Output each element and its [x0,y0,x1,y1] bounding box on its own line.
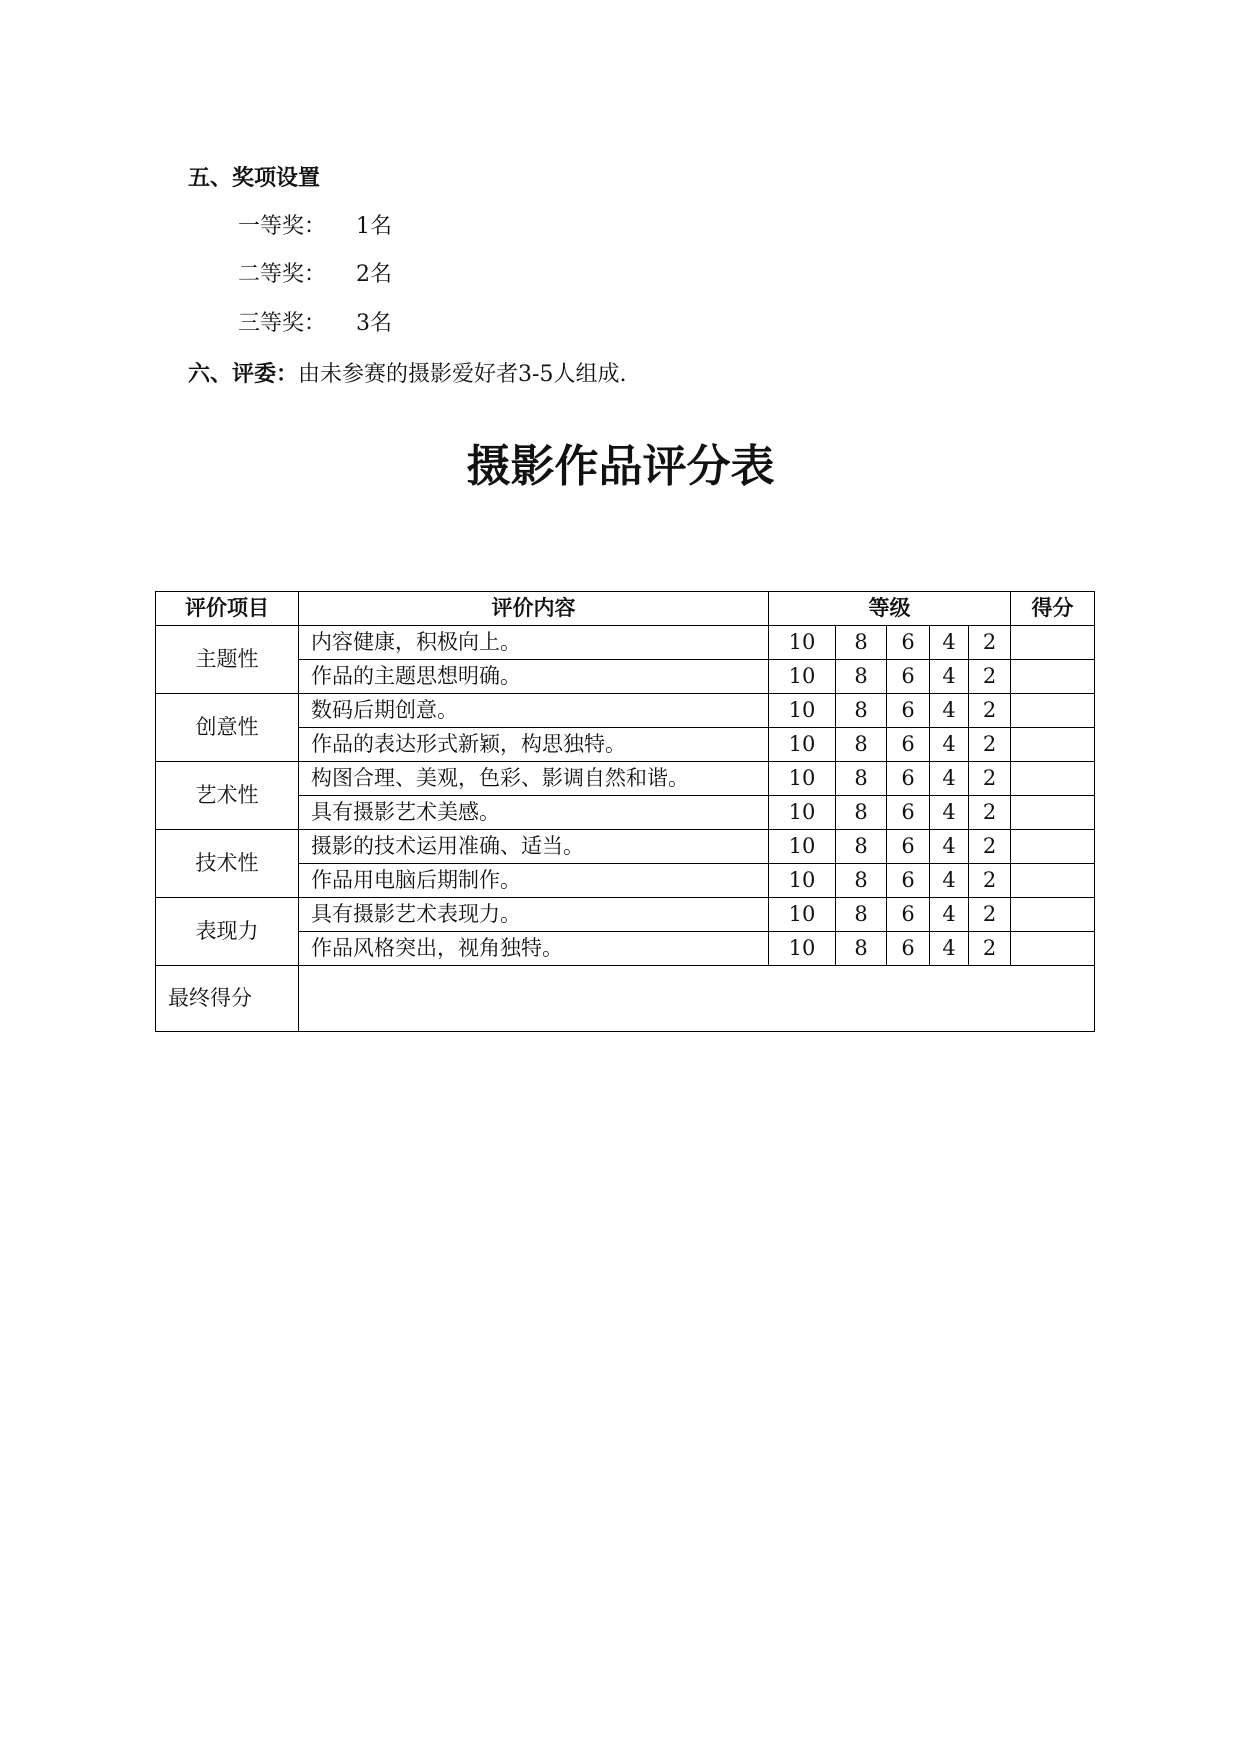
grade-cell: 6 [887,796,930,830]
grade-cell: 4 [930,762,969,796]
grade-cell: 10 [769,660,836,694]
table-row [156,626,1095,660]
header-content: 评价内容 [299,592,769,626]
grade-cell: 10 [769,728,836,762]
score-cell[interactable] [1011,660,1095,694]
score-cell[interactable] [1011,864,1095,898]
prize-label: 二等奖： [238,262,327,287]
prize-second [238,257,392,288]
grade-cell: 10 [769,898,836,932]
grade-cell: 2 [969,830,1011,864]
grade-cell: 2 [969,660,1011,694]
grade-cell: 6 [887,694,930,728]
grade-cell: 6 [887,626,930,660]
grade-cell: 8 [836,864,887,898]
score-cell[interactable] [1011,898,1095,932]
category-cell: 主题性 [156,626,299,694]
prize-count: 2名 [356,262,393,287]
grade-cell: 2 [969,796,1011,830]
grade-cell: 2 [969,762,1011,796]
grade-cell: 8 [836,898,887,932]
prize-third [238,306,392,337]
criterion-cell: 摄影的技术运用准确、适当。 [299,830,769,864]
prize-first [238,209,392,240]
score-cell[interactable] [1011,728,1095,762]
criterion-cell: 数码后期创意。 [299,694,769,728]
grade-cell: 4 [930,796,969,830]
category-cell: 表现力 [156,898,299,966]
prize-label: 三等奖： [238,311,327,336]
grade-cell: 8 [836,796,887,830]
grade-cell: 6 [887,864,930,898]
prize-label: 一等奖： [238,214,327,239]
grade-cell: 4 [930,932,969,966]
final-score-label: 最终得分 [156,966,299,1032]
score-cell[interactable] [1011,932,1095,966]
grade-cell: 4 [930,864,969,898]
grade-cell: 6 [887,932,930,966]
table-row [156,762,1095,796]
final-score-row [156,966,1095,1032]
criterion-cell: 构图合理、美观，色彩、影调自然和谐。 [299,762,769,796]
grade-cell: 10 [769,762,836,796]
grade-cell: 6 [887,830,930,864]
grade-cell: 2 [969,728,1011,762]
judges-text: 由未参赛的摄影爱好者3-5人组成. [298,362,627,387]
grade-cell: 10 [769,694,836,728]
grade-cell: 8 [836,728,887,762]
grade-cell: 8 [836,694,887,728]
table-body [156,626,1095,966]
criterion-cell: 作品的主题思想明确。 [299,660,769,694]
header-score: 得分 [1011,592,1095,626]
grade-cell: 8 [836,762,887,796]
criterion-cell: 作品用电脑后期制作。 [299,864,769,898]
table-row [156,898,1095,932]
prize-count: 1名 [356,214,393,239]
category-cell: 创意性 [156,694,299,762]
category-cell: 艺术性 [156,762,299,830]
judges-label: 六、评委： [188,362,299,387]
grade-cell: 2 [969,694,1011,728]
score-table [155,591,1095,1032]
score-cell[interactable] [1011,762,1095,796]
table-row [156,830,1095,864]
criterion-cell: 内容健康，积极向上。 [299,626,769,660]
score-cell[interactable] [1011,626,1095,660]
page-title: 摄影作品评分表 [466,441,775,492]
grade-cell: 8 [836,626,887,660]
category-cell: 技术性 [156,830,299,898]
grade-cell: 4 [930,830,969,864]
grade-cell: 10 [769,796,836,830]
grade-cell: 10 [769,830,836,864]
grade-cell: 10 [769,864,836,898]
grade-cell: 2 [969,626,1011,660]
header-grade: 等级 [769,592,1011,626]
judges-line [188,357,626,388]
score-cell[interactable] [1011,830,1095,864]
grade-cell: 4 [930,728,969,762]
score-cell[interactable] [1011,796,1095,830]
grade-cell: 2 [969,898,1011,932]
grade-cell: 2 [969,864,1011,898]
grade-cell: 6 [887,762,930,796]
table-header-row [156,592,1095,626]
criterion-cell: 作品风格突出，视角独特。 [299,932,769,966]
grade-cell: 10 [769,626,836,660]
grade-cell: 8 [836,830,887,864]
grade-cell: 10 [769,932,836,966]
prize-count: 3名 [356,311,393,336]
grade-cell: 6 [887,660,930,694]
header-item: 评价项目 [156,592,299,626]
grade-cell: 6 [887,728,930,762]
grade-cell: 8 [836,932,887,966]
grade-cell: 4 [930,898,969,932]
grade-cell: 4 [930,694,969,728]
awards-heading: 五、奖项设置 [188,166,321,191]
grade-cell: 2 [969,932,1011,966]
grade-cell: 4 [930,626,969,660]
final-score-cell[interactable] [299,966,1095,1032]
grade-cell: 4 [930,660,969,694]
grade-cell: 6 [887,898,930,932]
criterion-cell: 作品的表达形式新颖，构思独特。 [299,728,769,762]
grade-cell: 8 [836,660,887,694]
table-row [156,694,1095,728]
score-cell[interactable] [1011,694,1095,728]
criterion-cell: 具有摄影艺术美感。 [299,796,769,830]
criterion-cell: 具有摄影艺术表现力。 [299,898,769,932]
